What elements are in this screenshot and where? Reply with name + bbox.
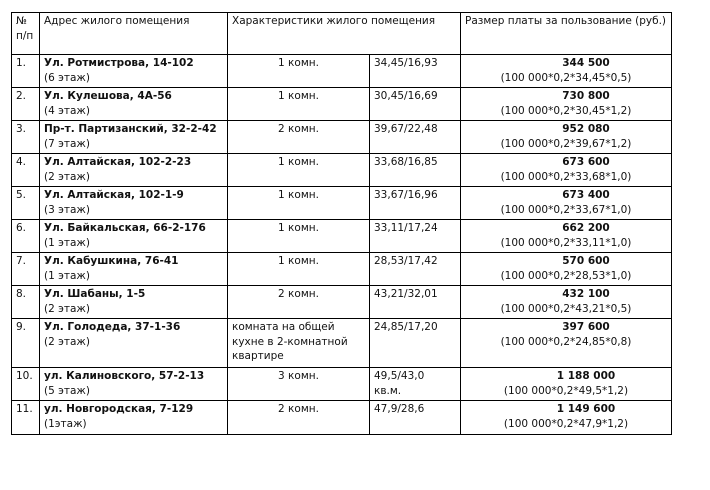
table-row bbox=[12, 187, 672, 220]
row-area bbox=[370, 220, 461, 253]
row-number: 7. bbox=[12, 253, 40, 286]
address-text: ул. Новгородская, 7-129 bbox=[44, 403, 194, 415]
floor-text: (2 этаж) bbox=[44, 302, 90, 315]
row-address bbox=[40, 253, 228, 286]
area-text: 33,68/16,85 bbox=[374, 156, 438, 168]
row-price bbox=[461, 253, 672, 286]
address-text: Пр-т. Партизанский, 32-2-42 bbox=[44, 123, 217, 135]
row-rooms: 2 комн. bbox=[228, 401, 370, 435]
area-text: 30,45/16,69 bbox=[374, 90, 438, 102]
price-value: 397 600 bbox=[562, 321, 610, 333]
floor-text: (2 этаж) bbox=[44, 170, 90, 183]
area-text: 33,11/17,24 bbox=[374, 222, 438, 234]
price-formula: (100 000*0,2*30,45*1,2) bbox=[500, 104, 632, 117]
row-address bbox=[40, 401, 228, 435]
table-row bbox=[12, 286, 672, 319]
row-address bbox=[40, 286, 228, 319]
row-price bbox=[461, 121, 672, 154]
address-text: Ул. Ротмистрова, 14-102 bbox=[44, 57, 194, 69]
row-price bbox=[461, 286, 672, 319]
price-value: 570 600 bbox=[562, 255, 610, 267]
header-characteristics: Характеристики жилого помещения bbox=[228, 13, 461, 55]
price-formula: (100 000*0,2*33,11*1,0) bbox=[500, 236, 632, 249]
row-number: 2. bbox=[12, 88, 40, 121]
price-value: 432 100 bbox=[562, 288, 610, 300]
area-text: 43,21/32,01 bbox=[374, 288, 438, 300]
row-rooms: 2 комн. bbox=[228, 121, 370, 154]
address-text: Ул. Голодеда, 37-1-36 bbox=[44, 321, 181, 333]
table-header-row bbox=[12, 13, 672, 55]
floor-text: (7 этаж) bbox=[44, 137, 90, 150]
address-text: Ул. Кулешова, 4А-56 bbox=[44, 90, 172, 102]
price-value: 1 188 000 bbox=[556, 370, 616, 382]
area-text: 24,85/17,20 bbox=[374, 321, 438, 333]
row-number: 11. bbox=[12, 401, 40, 435]
area-unit-text: кв.м. bbox=[374, 384, 402, 397]
row-price bbox=[461, 319, 672, 368]
price-value: 673 600 bbox=[562, 156, 610, 168]
row-address bbox=[40, 220, 228, 253]
table-row bbox=[12, 368, 672, 401]
row-price bbox=[461, 154, 672, 187]
row-price bbox=[461, 401, 672, 435]
table-row bbox=[12, 55, 672, 88]
row-area bbox=[370, 401, 461, 435]
row-address bbox=[40, 368, 228, 401]
row-price bbox=[461, 187, 672, 220]
row-rooms: 1 комн. bbox=[228, 154, 370, 187]
price-value: 673 400 bbox=[562, 189, 610, 201]
table-row bbox=[12, 220, 672, 253]
floor-text: (2 этаж) bbox=[44, 335, 90, 348]
price-value: 1 149 600 bbox=[556, 403, 616, 415]
address-text: Ул. Шабаны, 1-5 bbox=[44, 288, 146, 300]
row-price bbox=[461, 220, 672, 253]
row-price bbox=[461, 55, 672, 88]
price-value: 662 200 bbox=[562, 222, 610, 234]
header-address: Адрес жилого помещения bbox=[40, 13, 228, 55]
address-text: Ул. Кабушкина, 76-41 bbox=[44, 255, 179, 267]
housing-table bbox=[11, 12, 672, 435]
area-text: 28,53/17,42 bbox=[374, 255, 438, 267]
floor-text: (5 этаж) bbox=[44, 384, 90, 397]
address-text: ул. Калиновского, 57-2-13 bbox=[44, 370, 205, 382]
row-rooms: комната на общей кухне в 2-комнатной квартире bbox=[228, 319, 370, 368]
price-value: 952 080 bbox=[562, 123, 610, 135]
row-number: 1. bbox=[12, 55, 40, 88]
price-formula: (100 000*0,2*33,67*1,0) bbox=[500, 203, 632, 216]
price-formula: (100 000*0,2*33,68*1,0) bbox=[500, 170, 632, 183]
row-area bbox=[370, 368, 461, 401]
row-area bbox=[370, 187, 461, 220]
floor-text: (1этаж) bbox=[44, 417, 87, 430]
floor-text: (6 этаж) bbox=[44, 71, 90, 84]
price-value: 730 800 bbox=[562, 90, 610, 102]
address-text: Ул. Алтайская, 102-1-9 bbox=[44, 189, 184, 201]
price-formula: (100 000*0,2*43,21*0,5) bbox=[500, 302, 632, 315]
row-number: 3. bbox=[12, 121, 40, 154]
row-rooms: 1 комн. bbox=[228, 253, 370, 286]
table-row bbox=[12, 319, 672, 368]
price-formula: (100 000*0,2*39,67*1,2) bbox=[500, 137, 632, 150]
row-area bbox=[370, 319, 461, 368]
row-area bbox=[370, 55, 461, 88]
row-address bbox=[40, 88, 228, 121]
row-price bbox=[461, 368, 672, 401]
price-formula: (100 000*0,2*49,5*1,2) bbox=[503, 384, 629, 397]
area-text: 39,67/22,48 bbox=[374, 123, 438, 135]
table-row bbox=[12, 253, 672, 286]
address-text: Ул. Байкальская, 66-2-176 bbox=[44, 222, 206, 234]
row-rooms: 1 комн. bbox=[228, 220, 370, 253]
row-number: 4. bbox=[12, 154, 40, 187]
floor-text: (4 этаж) bbox=[44, 104, 90, 117]
floor-text: (1 этаж) bbox=[44, 269, 90, 282]
row-rooms: 3 комн. bbox=[228, 368, 370, 401]
table-row bbox=[12, 121, 672, 154]
row-rooms: 2 комн. bbox=[228, 286, 370, 319]
header-num: № п/п bbox=[12, 13, 40, 55]
row-number: 5. bbox=[12, 187, 40, 220]
row-rooms: 1 комн. bbox=[228, 187, 370, 220]
row-number: 9. bbox=[12, 319, 40, 368]
area-text: 34,45/16,93 bbox=[374, 57, 438, 69]
price-formula: (100 000*0,2*47,9*1,2) bbox=[503, 417, 629, 430]
row-area bbox=[370, 253, 461, 286]
table-row bbox=[12, 88, 672, 121]
price-value: 344 500 bbox=[562, 57, 610, 69]
row-number: 6. bbox=[12, 220, 40, 253]
price-formula: (100 000*0,2*34,45*0,5) bbox=[500, 71, 632, 84]
area-text: 33,67/16,96 bbox=[374, 189, 438, 201]
row-area bbox=[370, 121, 461, 154]
address-text: Ул. Алтайская, 102-2-23 bbox=[44, 156, 192, 168]
area-text: 49,5/43,0 bbox=[374, 370, 425, 382]
table-row bbox=[12, 154, 672, 187]
row-price bbox=[461, 88, 672, 121]
header-price: Размер платы за пользование (руб.) bbox=[461, 13, 672, 55]
row-rooms: 1 комн. bbox=[228, 88, 370, 121]
row-address bbox=[40, 121, 228, 154]
row-address bbox=[40, 187, 228, 220]
row-number: 8. bbox=[12, 286, 40, 319]
floor-text: (3 этаж) bbox=[44, 203, 90, 216]
row-address bbox=[40, 55, 228, 88]
row-address bbox=[40, 154, 228, 187]
row-area bbox=[370, 88, 461, 121]
price-formula: (100 000*0,2*24,85*0,8) bbox=[500, 335, 632, 348]
row-area bbox=[370, 154, 461, 187]
price-formula: (100 000*0,2*28,53*1,0) bbox=[500, 269, 632, 282]
area-text: 47,9/28,6 bbox=[374, 403, 425, 415]
floor-text: (1 этаж) bbox=[44, 236, 90, 249]
row-rooms: 1 комн. bbox=[228, 55, 370, 88]
row-area bbox=[370, 286, 461, 319]
row-number: 10. bbox=[12, 368, 40, 401]
row-address bbox=[40, 319, 228, 368]
table-row bbox=[12, 401, 672, 435]
